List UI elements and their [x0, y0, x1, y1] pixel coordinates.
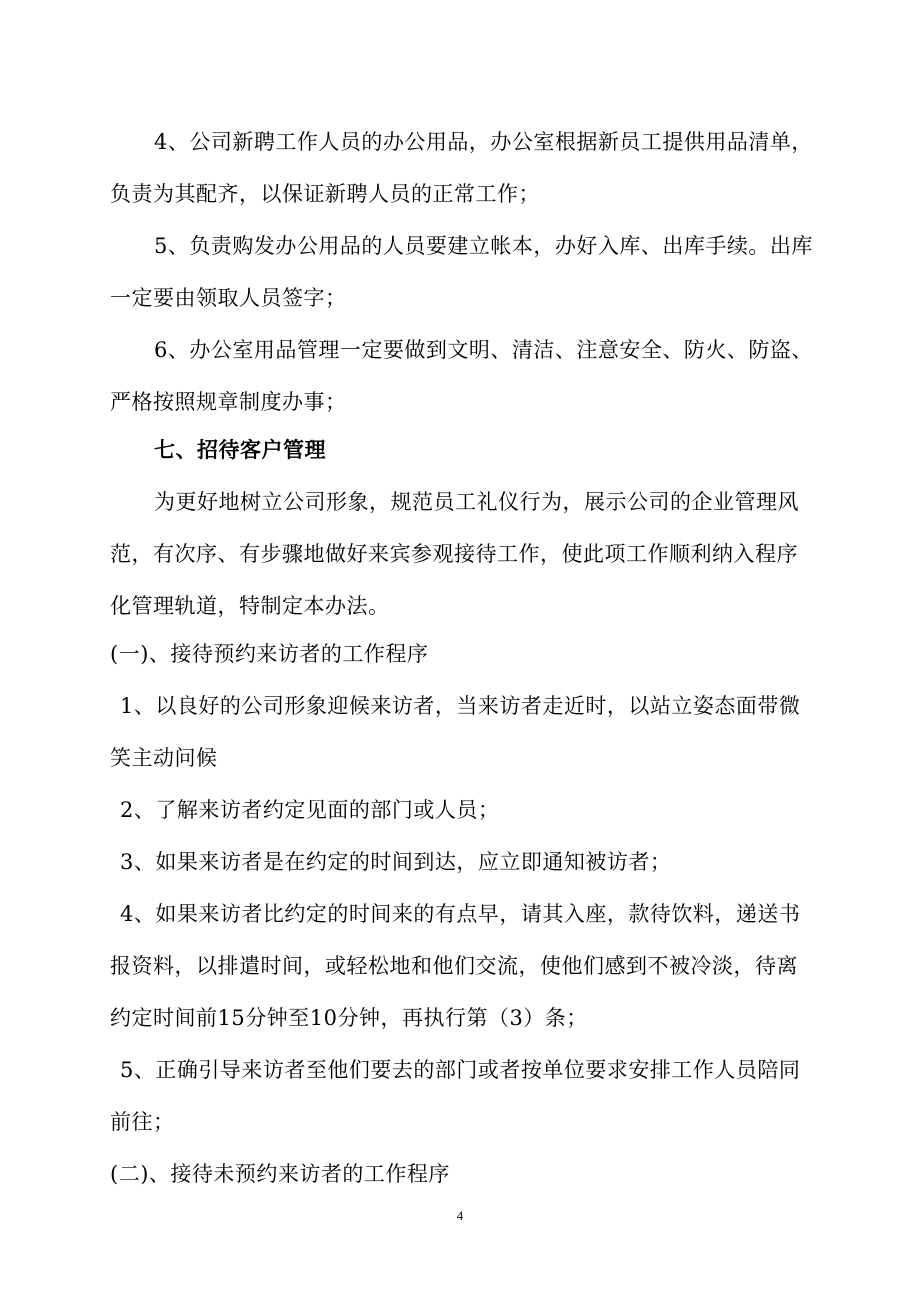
- step-3: 3、如果来访者是在约定的时间到达，应立即通知被访者；: [120, 850, 672, 874]
- step-4-line-3: 约定时间前15分钟至10分钟，再执行第（3）条；: [110, 1006, 588, 1030]
- step-2: 2、了解来访者约定见面的部门或人员；: [120, 798, 500, 822]
- step-5-line-2: 前往；: [110, 1110, 175, 1134]
- paragraph-line-4-start: 4、公司新聘工作人员的办公用品，办公室根据新员工提供用品清单，: [154, 130, 813, 154]
- intro-line-3: 化管理轨道，特制定本办法。: [110, 594, 390, 618]
- page-number: 4: [456, 1208, 464, 1223]
- intro-line-2: 范，有次序、有步骤地做好来宾参观接待工作，使此项工作顺利纳入程序: [110, 542, 798, 566]
- step-1-line-1: 1、以良好的公司形象迎候来访者，当来访者走近时，以站立姿态面带微: [120, 694, 801, 718]
- step-4-line-2: 报资料，以排遣时间，或轻松地和他们交流，使他们感到不被冷淡，待离: [110, 954, 798, 978]
- paragraph-line-5-start: 5、负责购发办公用品的人员要建立帐本，办好入库、出库手续。出库: [154, 234, 813, 258]
- step-4-line-1: 4、如果来访者比约定的时间来的有点早，请其入座，款待饮料，递送书: [120, 902, 801, 926]
- section-heading: 七、招待客户管理: [154, 437, 326, 462]
- paragraph-line-4-cont: 负责为其配齐，以保证新聘人员的正常工作；: [110, 182, 540, 206]
- paragraph-line-6-start: 6、办公室用品管理一定要做到文明、清洁、注意安全、防火、防盗、: [154, 338, 813, 362]
- step-1-line-2: 笑主动问候: [110, 746, 218, 770]
- paragraph-line-5-cont: 一定要由领取人员签字；: [110, 286, 347, 310]
- paragraph-line-6-cont: 严格按照规章制度办事；: [110, 390, 347, 414]
- step-5-line-1: 5、正确引导来访者至他们要去的部门或者按单位要求安排工作人员陪同: [120, 1058, 801, 1082]
- subsection-heading-2: (二)、接待未预约来访者的工作程序: [110, 1162, 450, 1186]
- subsection-heading-1: (一)、接待预约来访者的工作程序: [110, 642, 429, 666]
- intro-line-1: 为更好地树立公司形象，规范员工礼仪行为，展示公司的企业管理风: [154, 490, 799, 514]
